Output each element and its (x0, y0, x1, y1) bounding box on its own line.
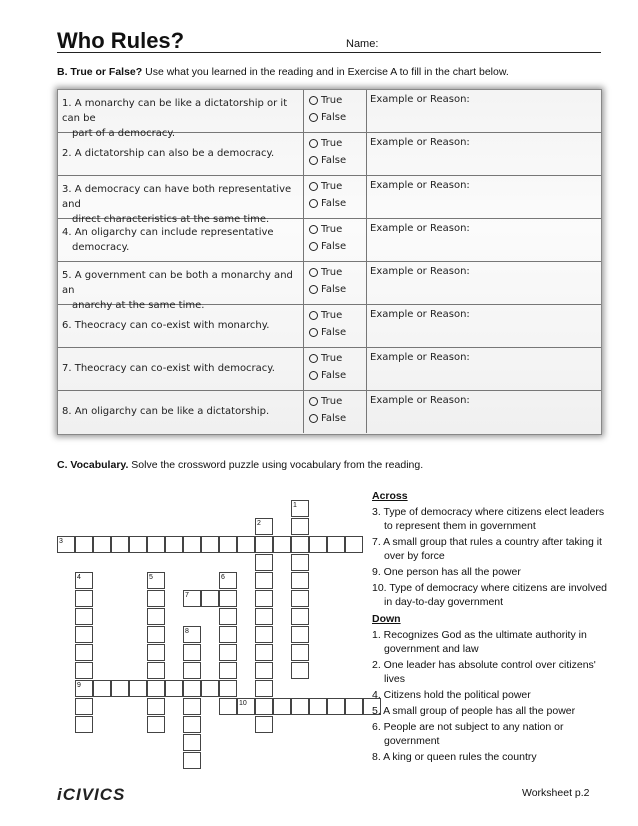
crossword-cell[interactable] (183, 680, 201, 697)
tf-statement-line: 7. Theocracy can co-exist with democracy. (62, 363, 275, 374)
example-reason-field[interactable]: Example or Reason: (370, 266, 470, 277)
crossword-cell[interactable] (183, 716, 201, 733)
crossword-cell[interactable] (183, 734, 201, 751)
page-title: Who Rules? (57, 28, 185, 53)
radio-circle-icon[interactable] (309, 414, 318, 423)
radio-circle-icon[interactable] (309, 397, 318, 406)
tf-row (58, 219, 601, 262)
tf-statement-line: democracy. (72, 242, 130, 253)
true-option-label: True (321, 138, 343, 149)
false-option[interactable] (309, 112, 346, 123)
radio-circle-icon[interactable] (309, 242, 318, 251)
page-footer: Worksheet p.2 (522, 787, 590, 799)
tf-row (58, 90, 601, 139)
crossword-cell[interactable] (219, 662, 237, 679)
crossword-cell[interactable] (219, 698, 237, 715)
tf-row (58, 176, 601, 225)
crossword-cell[interactable] (291, 518, 309, 535)
tf-options (303, 262, 367, 304)
crossword-cell[interactable] (129, 536, 147, 553)
radio-circle-icon[interactable] (309, 285, 318, 294)
name-label: Name: (346, 38, 379, 50)
true-option-label: True (321, 95, 343, 106)
down-header: Down (372, 613, 401, 625)
true-option[interactable] (309, 224, 342, 235)
true-option[interactable] (309, 138, 342, 149)
crossword-cell[interactable] (345, 698, 363, 715)
true-option-label: True (321, 181, 343, 192)
across-clue: 9. One person has all the power (372, 566, 521, 578)
crossword-cell[interactable] (183, 662, 201, 679)
crossword-cell[interactable] (255, 680, 273, 697)
crossword-cell[interactable] (93, 680, 111, 697)
radio-circle-icon[interactable] (309, 225, 318, 234)
crossword-cell[interactable] (255, 590, 273, 607)
crossword-cell[interactable] (75, 662, 93, 679)
tf-statement-line: 6. Theocracy can co-exist with monarchy. (62, 320, 270, 331)
false-option[interactable] (309, 370, 346, 381)
true-option[interactable] (309, 353, 342, 364)
crossword-cell[interactable] (291, 698, 309, 715)
header-rule (57, 52, 601, 53)
example-reason-field[interactable]: Example or Reason: (370, 180, 470, 191)
crossword-cell[interactable] (75, 698, 93, 715)
tf-statement (62, 361, 302, 376)
section-b-label: B. True or False? (57, 66, 143, 78)
example-reason-field[interactable]: Example or Reason: (370, 94, 470, 105)
false-option-label: False (321, 241, 347, 252)
false-option-label: False (321, 413, 347, 424)
crossword-cell[interactable] (237, 536, 255, 553)
down-clue: 8. A king or queen rules the country (372, 751, 537, 763)
true-option-label: True (321, 310, 343, 321)
crossword-cell[interactable] (147, 662, 165, 679)
tf-statement-line: part of a democracy. (72, 128, 176, 139)
section-c-instruction (57, 459, 423, 471)
tf-options (303, 176, 367, 218)
crossword-cell[interactable] (291, 662, 309, 679)
crossword-cell[interactable] (327, 536, 345, 553)
crossword-clues (372, 489, 612, 764)
down-clue: 4. Citizens hold the political power (372, 689, 531, 701)
tf-statement (62, 146, 302, 161)
clue-number: 10 (239, 700, 247, 707)
crossword-cell[interactable] (255, 662, 273, 679)
true-false-chart (57, 89, 602, 435)
crossword-cell[interactable] (111, 680, 129, 697)
crossword-cell[interactable] (201, 536, 219, 553)
clue-number: 9 (77, 682, 81, 689)
false-option[interactable] (309, 327, 346, 338)
radio-circle-icon[interactable] (309, 156, 318, 165)
example-reason-field[interactable]: Example or Reason: (370, 352, 470, 363)
crossword-cell[interactable] (309, 698, 327, 715)
crossword-cell[interactable] (291, 572, 309, 589)
false-option-label: False (321, 198, 347, 209)
crossword-cell[interactable] (165, 680, 183, 697)
crossword-cell[interactable] (183, 536, 201, 553)
crossword-cell[interactable] (273, 536, 291, 553)
clue-number: 2 (257, 520, 261, 527)
tf-row (58, 305, 601, 348)
radio-circle-icon[interactable] (309, 354, 318, 363)
crossword-cell[interactable] (111, 536, 129, 553)
crossword-cell[interactable] (291, 626, 309, 643)
true-option-label: True (321, 267, 343, 278)
radio-circle-icon[interactable] (309, 199, 318, 208)
crossword-cell[interactable] (255, 554, 273, 571)
radio-circle-icon[interactable] (309, 328, 318, 337)
crossword-cell[interactable] (165, 536, 183, 553)
down-clue: 6. People are not subject to any nation or government (372, 721, 564, 747)
radio-circle-icon[interactable] (309, 371, 318, 380)
crossword-cell[interactable] (345, 536, 363, 553)
crossword-cell[interactable] (75, 536, 93, 553)
tf-row (58, 133, 601, 176)
tf-statement-line: 1. A monarchy can be like a dictatorship or it can be (62, 98, 288, 124)
crossword-cell[interactable] (147, 590, 165, 607)
clue-number: 7 (185, 592, 189, 599)
tf-options (303, 391, 367, 433)
section-b-instruction (57, 66, 509, 78)
across-clue: 10. Type of democracy where citizens are involved in day-to-day government (372, 582, 608, 608)
tf-statement-line: 4. An oligarchy can include representative (62, 227, 274, 238)
across-header: Across (372, 490, 408, 502)
crossword-cell[interactable] (291, 554, 309, 571)
tf-statement (62, 225, 302, 255)
crossword-cell[interactable] (291, 608, 309, 625)
true-option-label: True (321, 396, 343, 407)
crossword-cell[interactable] (291, 644, 309, 661)
crossword-cell[interactable] (255, 626, 273, 643)
crossword-cell[interactable] (183, 752, 201, 769)
crossword-cell[interactable] (147, 716, 165, 733)
across-clue: 3. Type of democracy where citizens elect leaders to represent them in government (372, 506, 605, 532)
crossword-cell[interactable] (255, 572, 273, 589)
crossword-cell[interactable] (255, 608, 273, 625)
crossword-cell[interactable] (183, 644, 201, 661)
crossword-cell[interactable] (75, 716, 93, 733)
tf-options (303, 348, 367, 390)
radio-circle-icon[interactable] (309, 139, 318, 148)
tf-row (58, 262, 601, 311)
crossword-cell[interactable] (219, 626, 237, 643)
across-clues (372, 505, 612, 609)
true-option-label: True (321, 353, 343, 364)
crossword-cell[interactable] (219, 536, 237, 553)
false-option-label: False (321, 327, 347, 338)
false-option[interactable] (309, 155, 346, 166)
tf-options (303, 219, 367, 261)
example-reason-field[interactable]: Example or Reason: (370, 223, 470, 234)
false-option[interactable] (309, 284, 346, 295)
false-option[interactable] (309, 241, 346, 252)
radio-circle-icon[interactable] (309, 311, 318, 320)
tf-statement (62, 318, 302, 333)
crossword-cell[interactable] (219, 590, 237, 607)
crossword-cell[interactable] (201, 590, 219, 607)
false-option-label: False (321, 370, 347, 381)
crossword-cell[interactable] (75, 626, 93, 643)
tf-options (303, 133, 367, 175)
tf-statement (62, 404, 302, 419)
tf-statement-line: anarchy at the same time. (72, 300, 205, 311)
down-clues (372, 628, 612, 764)
tf-statement-line: 8. An oligarchy can be like a dictatorship. (62, 406, 270, 417)
crossword-cell[interactable] (219, 608, 237, 625)
false-option[interactable] (309, 198, 346, 209)
tf-statement-line: 5. A government can be both a monarchy and an (62, 270, 293, 296)
crossword-cell[interactable] (273, 698, 291, 715)
crossword-cell[interactable] (327, 698, 345, 715)
crossword-cell[interactable] (183, 698, 201, 715)
crossword-cell[interactable] (147, 698, 165, 715)
crossword-cell[interactable] (291, 590, 309, 607)
false-option-label: False (321, 112, 347, 123)
false-option[interactable] (309, 413, 346, 424)
tf-statement-line: 2. A dictatorship can also be a democracy. (62, 148, 275, 159)
example-reason-field[interactable]: Example or Reason: (370, 395, 470, 406)
tf-row (58, 348, 601, 391)
radio-circle-icon[interactable] (309, 182, 318, 191)
radio-circle-icon[interactable] (309, 96, 318, 105)
radio-circle-icon[interactable] (309, 268, 318, 277)
true-option[interactable] (309, 310, 342, 321)
crossword-cell[interactable] (75, 608, 93, 625)
crossword-cell[interactable] (201, 680, 219, 697)
crossword-cell[interactable] (129, 680, 147, 697)
radio-circle-icon[interactable] (309, 113, 318, 122)
down-clue: 2. One leader has absolute control over citizens' lives (372, 659, 596, 685)
tf-statement-line: 3. A democracy can have both representative and (62, 184, 292, 210)
true-option[interactable] (309, 396, 342, 407)
crossword-cell[interactable] (255, 644, 273, 661)
clue-number: 6 (221, 574, 225, 581)
crossword-cell[interactable] (291, 536, 309, 553)
false-option-label: False (321, 284, 347, 295)
crossword-cell[interactable] (75, 644, 93, 661)
clue-number: 4 (77, 574, 81, 581)
down-clue: 1. Recognizes God as the ultimate authority in government and law (372, 629, 587, 655)
true-option[interactable] (309, 181, 342, 192)
crossword-cell[interactable] (93, 536, 111, 553)
down-clue: 5. A small group of people has all the power (372, 705, 576, 717)
crossword-cell[interactable] (147, 644, 165, 661)
section-b-text: Use what you learned in the reading and in Exercise A to fill in the chart below. (142, 66, 509, 78)
crossword-cell[interactable] (219, 680, 237, 697)
crossword-cell[interactable] (147, 680, 165, 697)
example-reason-field[interactable]: Example or Reason: (370, 137, 470, 148)
clue-number: 3 (59, 538, 63, 545)
tf-options (303, 305, 367, 347)
crossword-cell[interactable] (147, 608, 165, 625)
crossword-cell[interactable] (255, 716, 273, 733)
true-option-label: True (321, 224, 343, 235)
crossword-cell[interactable] (147, 626, 165, 643)
clue-number: 1 (293, 502, 297, 509)
across-clue: 7. A small group that rules a country after taking it over by force (372, 536, 602, 562)
true-option[interactable] (309, 95, 342, 106)
tf-options (303, 90, 367, 132)
true-option[interactable] (309, 267, 342, 278)
crossword-cell[interactable] (147, 536, 165, 553)
icivics-logo: iCIVICS (57, 785, 126, 804)
section-c-label: C. Vocabulary. (57, 459, 129, 471)
clue-number: 5 (149, 574, 153, 581)
crossword-cell[interactable] (75, 590, 93, 607)
example-reason-field[interactable]: Example or Reason: (370, 309, 470, 320)
crossword-cell[interactable] (309, 536, 327, 553)
tf-row (58, 391, 601, 434)
section-c-text: Solve the crossword puzzle using vocabulary from the reading. (128, 459, 424, 471)
tf-statement-line: direct characteristics at the same time. (72, 214, 270, 225)
crossword-cell[interactable] (255, 536, 273, 553)
crossword-cell[interactable] (219, 644, 237, 661)
crossword-cell[interactable] (255, 698, 273, 715)
clue-number: 8 (185, 628, 189, 635)
false-option-label: False (321, 155, 347, 166)
